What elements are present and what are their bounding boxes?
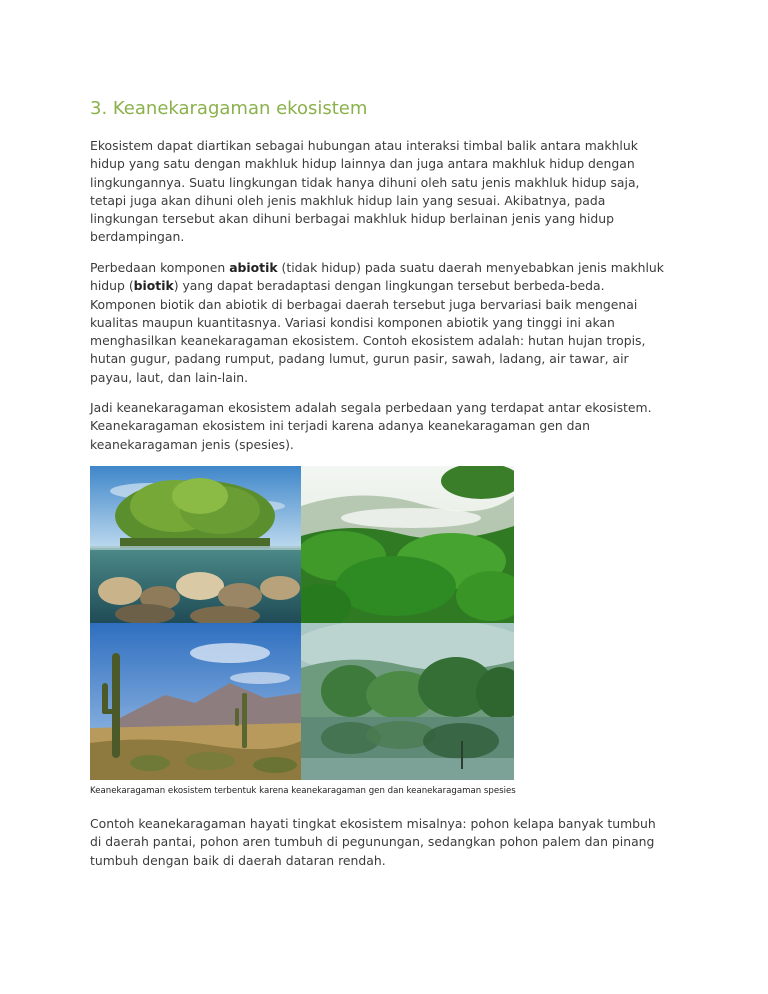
lake-forest-photo xyxy=(301,623,514,780)
text-line: lingkungan tersebut akan dihuni berbagai makhluk hidup berlainan jenis yang hidup xyxy=(90,211,615,227)
bold-term-biotik: biotik xyxy=(133,278,174,294)
text-line: tumbuh dengan baik di daerah dataran rendah. xyxy=(90,852,386,868)
text-line: payau, laut, dan lain-lain. xyxy=(90,369,249,385)
desert-cactus-photo xyxy=(90,623,301,780)
text-run: (tidak hidup) pada suatu daerah menyebabkan jenis makhluk xyxy=(277,260,664,275)
text-line: Jadi keanekaragaman ekosistem adalah segala perbedaan yang terdapat antar ekosistem. xyxy=(90,400,652,415)
text-run: Perbedaan komponen xyxy=(90,260,230,275)
text-line: Ekosistem dapat diartikan sebagai hubungan atau interaksi timbal balik antara makhluk xyxy=(90,138,638,153)
text-line: keanekaragaman jenis (spesies). xyxy=(90,436,294,452)
text-line: di daerah pantai, pohon aren tumbuh di pegunungan, sedangkan pohon palem dan pinang xyxy=(90,834,655,850)
paragraph-ecosystem-diversity xyxy=(90,399,690,454)
text-line xyxy=(90,277,690,295)
paragraph-ecosystem-examples xyxy=(90,815,690,870)
text-line: hidup yang satu dengan makhluk hidup lainnya dan juga antara makhluk hidup dengan xyxy=(90,156,635,172)
mangrove-reef-photo xyxy=(90,466,301,623)
text-line: Keanekaragaman ekosistem ini terjadi karena adanya keanekaragaman gen dan xyxy=(90,418,590,434)
text-line: berdampingan. xyxy=(90,229,185,245)
text-line: Komponen biotik dan abiotik di berbagai daerah tersebut juga bervariasi baik mengenai xyxy=(90,296,638,312)
text-line: Contoh keanekaragaman hayati tingkat ekosistem misalnya: pohon kelapa banyak tumbuh xyxy=(90,816,656,831)
text-run: ) yang dapat beradaptasi dengan lingkungan tersebut berbeda-beda. xyxy=(173,278,605,294)
text-line: hutan gugur, padang rumput, padang lumut, gurun pasir, sawah, ladang, air tawar, air xyxy=(90,351,629,367)
text-line: menghasilkan keanekaragaman ekosistem. Contoh ekosistem adalah: hutan hujan tropis, xyxy=(90,333,646,349)
paragraph-ecosystem-definition xyxy=(90,137,690,247)
section-heading: 3. Keanekaragaman ekosistem xyxy=(90,98,368,119)
text-line: kualitas maupun kuantitasnya. Variasi kondisi komponen abiotik yang tinggi ini akan xyxy=(90,314,615,330)
text-run: hidup ( xyxy=(90,278,134,294)
rainforest-photo xyxy=(301,466,514,623)
ecosystem-photo-collage xyxy=(90,466,514,780)
text-line: lingkungannya. Suatu lingkungan tidak hanya dihuni oleh satu jenis makhluk hidup saja, xyxy=(90,174,640,190)
figure-caption: Keanekaragaman ekosistem terbentuk karena keanekaragaman gen dan keanekaragaman spesies xyxy=(90,786,516,796)
text-line xyxy=(90,259,690,277)
paragraph-biotic-abiotic xyxy=(90,259,690,387)
bold-term-abiotik: abiotik xyxy=(229,260,278,275)
text-line: tetapi juga akan dihuni oleh jenis makhluk hidup lain yang sesuai. Akibatnya, pada xyxy=(90,192,606,208)
